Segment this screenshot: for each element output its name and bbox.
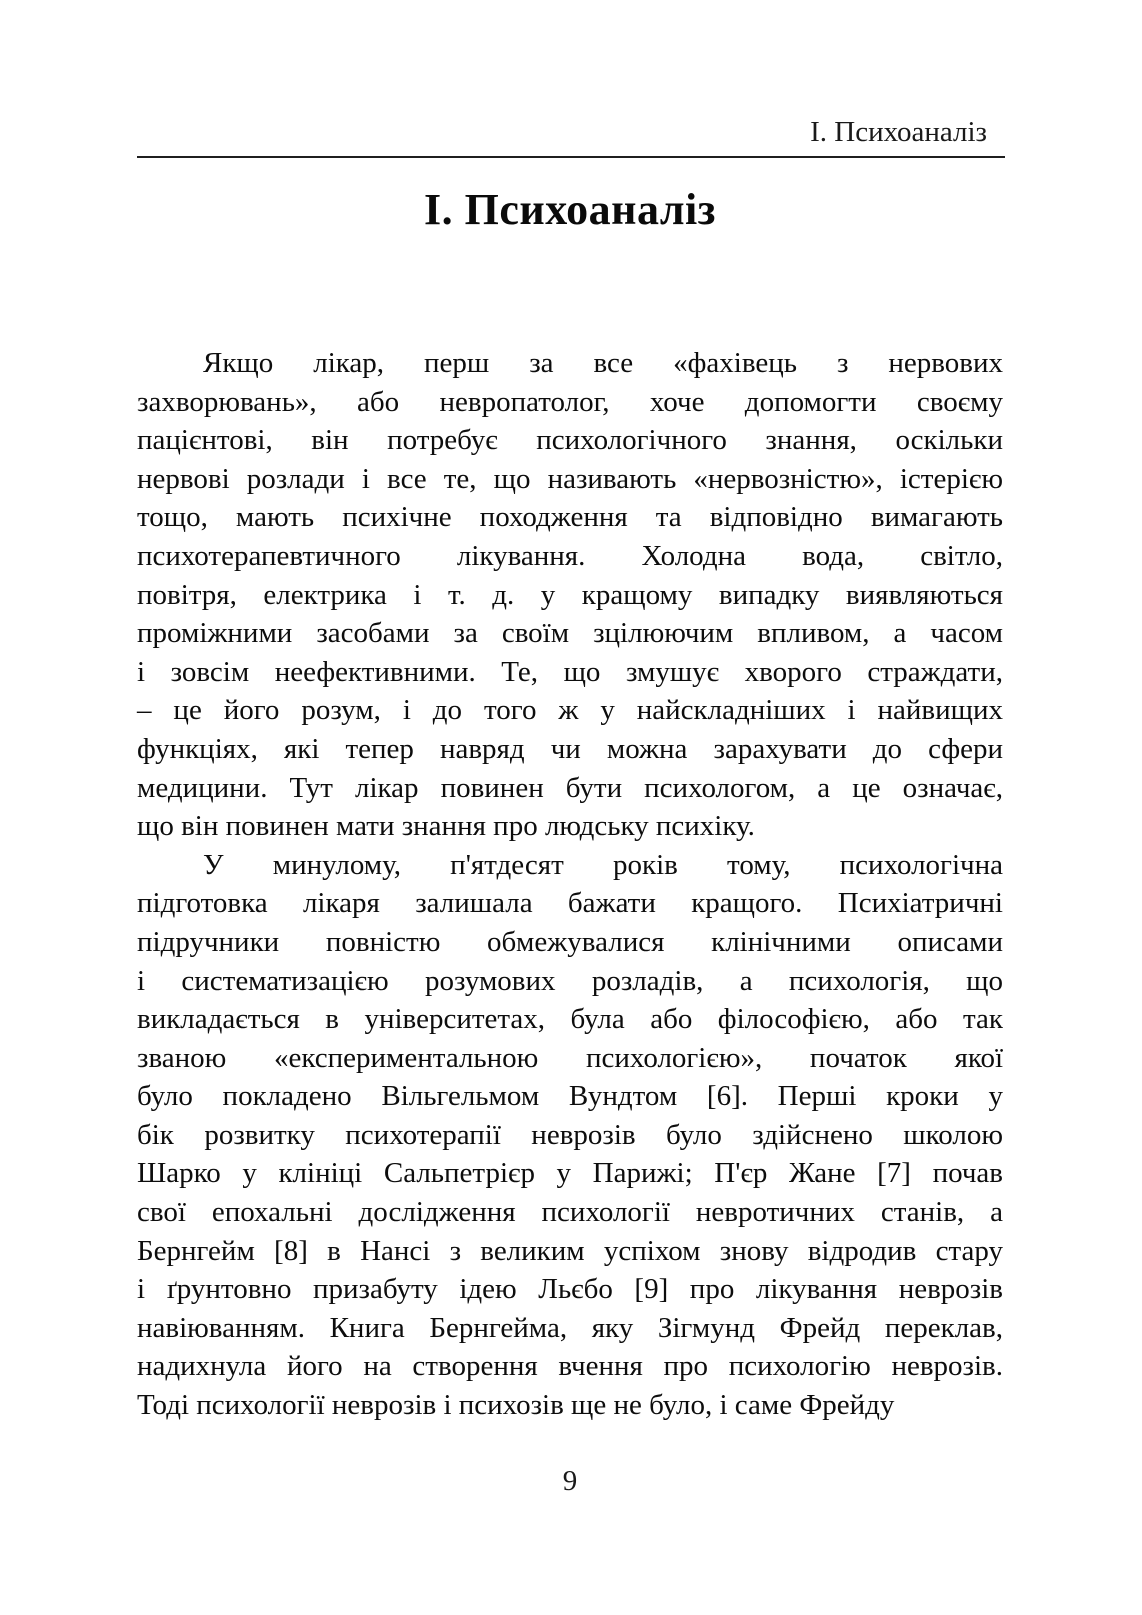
- text-line: Тоді психології неврозів і психозів ще не було, і саме Фрейду: [137, 1389, 895, 1422]
- page-number: 9: [562, 1465, 578, 1497]
- text-line: Бернгейм [8] в Нансі з великим успіхом знову відродив стару: [137, 1234, 1003, 1267]
- text-line: пацієнтові, він потребує психологічного знання, оскільки: [137, 424, 1003, 457]
- text-line: і ґрунтовно призабуту ідею Льєбо [9] про лікування неврозів: [137, 1273, 1003, 1306]
- text-line: Шарко у клініці Сальпетрієр у Парижі; П'єр Жане [7] почав: [137, 1157, 1003, 1190]
- paragraph: [137, 846, 1003, 1425]
- text-line: було покладено Вільгельмом Вундтом [6]. Перші кроки у: [137, 1080, 1003, 1113]
- text-line: навіюванням. Книга Бернгейма, яку Зігмунд Фрейд переклав,: [137, 1311, 1003, 1344]
- text-line: У минулому, п'ятдесят років тому, психологічна: [203, 848, 1003, 881]
- chapter-title: І. Психоаналіз: [424, 185, 716, 234]
- text-line: і зовсім неефективними. Те, що змушує хворого страждати,: [137, 655, 1003, 688]
- text-line: підготовка лікаря залишала бажати кращого. Психіатричні: [137, 887, 1003, 920]
- text-line: бік розвитку психотерапії неврозів було здійснено школою: [137, 1118, 1003, 1151]
- text-line: і систематизацією розумових розладів, а психологія, що: [137, 964, 1003, 997]
- text-line: надихнула його на створення вчення про психологію неврозів.: [137, 1350, 1003, 1383]
- text-line: – це його розум, і до того ж у найскладніших і найвищих: [137, 694, 1003, 727]
- text-line: свої епохальні дослідження психології невротичних станів, а: [137, 1196, 1003, 1229]
- text-line: психотерапевтичного лікування. Холодна вода, світло,: [137, 539, 1003, 572]
- text-line: що він повинен мати знання про людську психіку.: [137, 810, 755, 843]
- text-line: функціях, які тепер навряд чи можна зарахувати до сфери: [137, 732, 1003, 765]
- text-line: викладається в університетах, була або філософією, або так: [137, 1003, 1003, 1036]
- text-line: підручники повністю обмежувалися клінічними описами: [137, 925, 1003, 958]
- text-line: нервові розлади і все те, що називають «нервозністю», істерією: [137, 462, 1003, 495]
- running-header-title: І. Психоаналіз: [810, 116, 987, 148]
- header-rule-divider: [137, 156, 1005, 158]
- text-line: захворювань», або невропатолог, хоче допомогти своєму: [137, 385, 1003, 418]
- text-line: званою «експериментальною психологією», початок якої: [137, 1041, 1003, 1074]
- text-line: проміжними засобами за своїм зцілюючим впливом, а часом: [137, 617, 1003, 650]
- text-line: повітря, електрика і т. д. у кращому випадку виявляються: [137, 578, 1003, 611]
- text-line: тощо, мають психічне походження та відповідно вимагають: [137, 501, 1003, 534]
- paragraph: [137, 344, 1003, 846]
- body-text: [137, 344, 1003, 1425]
- text-line: медицини. Тут лікар повинен бути психологом, а це означає,: [137, 771, 1003, 804]
- text-line: Якщо лікар, перш за все «фахівець з нервових: [203, 347, 1003, 379]
